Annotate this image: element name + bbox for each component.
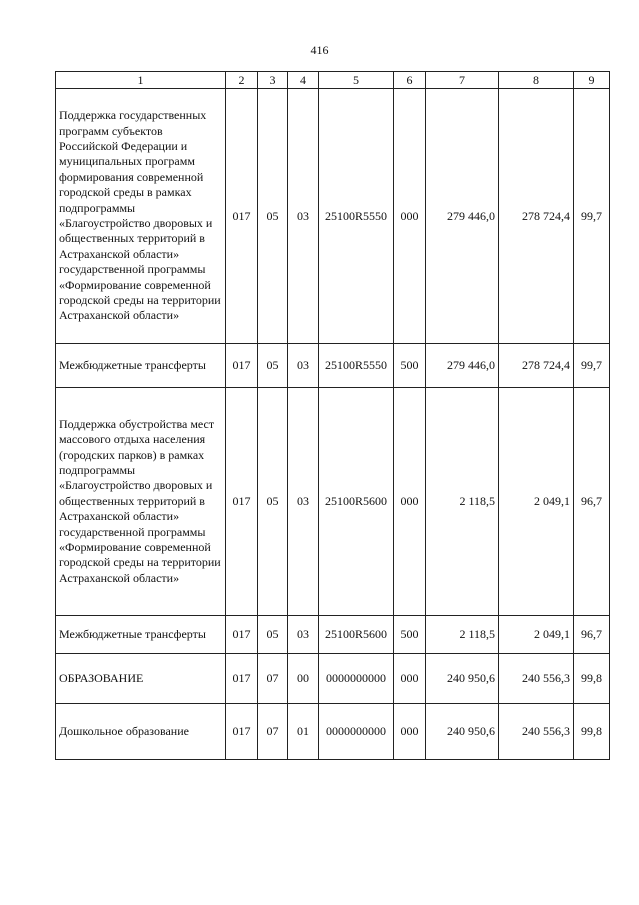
- cell-executed: 278 724,4: [499, 344, 574, 388]
- header-cell: 1: [56, 72, 226, 89]
- cell-target-article: 25100R5600: [319, 616, 394, 654]
- header-cell: 9: [574, 72, 610, 89]
- cell-section: 05: [258, 89, 288, 344]
- cell-executed: 2 049,1: [499, 388, 574, 616]
- cell-expense-type: 500: [394, 616, 426, 654]
- cell-ministry: 017: [226, 654, 258, 704]
- header-cell: 5: [319, 72, 394, 89]
- cell-ministry: 017: [226, 616, 258, 654]
- row-name: Межбюджетные трансферты: [56, 616, 226, 654]
- cell-section: 05: [258, 388, 288, 616]
- table-row: [56, 616, 610, 654]
- cell-executed: 240 556,3: [499, 704, 574, 760]
- header-cell: 3: [258, 72, 288, 89]
- cell-expense-type: 000: [394, 704, 426, 760]
- row-name: Поддержка обустройства мест массового отдыха населения (городских парков) в рамках подпрограммы «Благоустройство дворовых и общественных территорий в Астраханской области» государственной программы «Формирование современной городской среды на территории Астраханской области»: [56, 388, 226, 616]
- cell-expense-type: 000: [394, 89, 426, 344]
- header-cell: 2: [226, 72, 258, 89]
- cell-expense-type: 000: [394, 388, 426, 616]
- page-number: 416: [310, 43, 329, 57]
- cell-executed: 278 724,4: [499, 89, 574, 344]
- cell-target-article: 25100R5600: [319, 388, 394, 616]
- budget-table: [55, 71, 610, 760]
- row-name: ОБРАЗОВАНИЕ: [56, 654, 226, 704]
- cell-target-article: 25100R5550: [319, 89, 394, 344]
- cell-ministry: 017: [226, 388, 258, 616]
- cell-percent: 99,8: [574, 704, 610, 760]
- cell-ministry: 017: [226, 704, 258, 760]
- cell-expense-type: 000: [394, 654, 426, 704]
- table-row: [56, 654, 610, 704]
- cell-subsection: 03: [288, 616, 319, 654]
- cell-planned: 240 950,6: [426, 654, 499, 704]
- table-row: [56, 89, 610, 344]
- header-row: [56, 72, 610, 89]
- cell-subsection: 03: [288, 344, 319, 388]
- header-cell: 6: [394, 72, 426, 89]
- cell-planned: 279 446,0: [426, 89, 499, 344]
- table-row: [56, 344, 610, 388]
- row-name: Дошкольное образование: [56, 704, 226, 760]
- cell-section: 05: [258, 616, 288, 654]
- header-cell: 7: [426, 72, 499, 89]
- cell-section: 07: [258, 704, 288, 760]
- cell-percent: 99,7: [574, 344, 610, 388]
- cell-percent: 99,7: [574, 89, 610, 344]
- cell-planned: 279 446,0: [426, 344, 499, 388]
- cell-expense-type: 500: [394, 344, 426, 388]
- cell-executed: 240 556,3: [499, 654, 574, 704]
- cell-section: 05: [258, 344, 288, 388]
- cell-subsection: 01: [288, 704, 319, 760]
- cell-planned: 2 118,5: [426, 616, 499, 654]
- cell-target-article: 0000000000: [319, 654, 394, 704]
- row-name: Поддержка государственных программ субъектов Российской Федерации и муниципальных программ формирования современной городской среды в рамках подпрограммы «Благоустройство дворовых и общественных территорий в Астраханской области» государственной программы «Формирование современной городской среды на территории Астраханской области»: [56, 89, 226, 344]
- cell-target-article: 25100R5550: [319, 344, 394, 388]
- cell-target-article: 0000000000: [319, 704, 394, 760]
- cell-subsection: 03: [288, 89, 319, 344]
- cell-subsection: 03: [288, 388, 319, 616]
- cell-executed: 2 049,1: [499, 616, 574, 654]
- table-row: [56, 704, 610, 760]
- cell-planned: 2 118,5: [426, 388, 499, 616]
- cell-percent: 96,7: [574, 616, 610, 654]
- cell-ministry: 017: [226, 344, 258, 388]
- cell-subsection: 00: [288, 654, 319, 704]
- cell-section: 07: [258, 654, 288, 704]
- cell-ministry: 017: [226, 89, 258, 344]
- table-row: [56, 388, 610, 616]
- header-cell: 8: [499, 72, 574, 89]
- header-cell: 4: [288, 72, 319, 89]
- cell-percent: 96,7: [574, 388, 610, 616]
- row-name: Межбюджетные трансферты: [56, 344, 226, 388]
- cell-planned: 240 950,6: [426, 704, 499, 760]
- cell-percent: 99,8: [574, 654, 610, 704]
